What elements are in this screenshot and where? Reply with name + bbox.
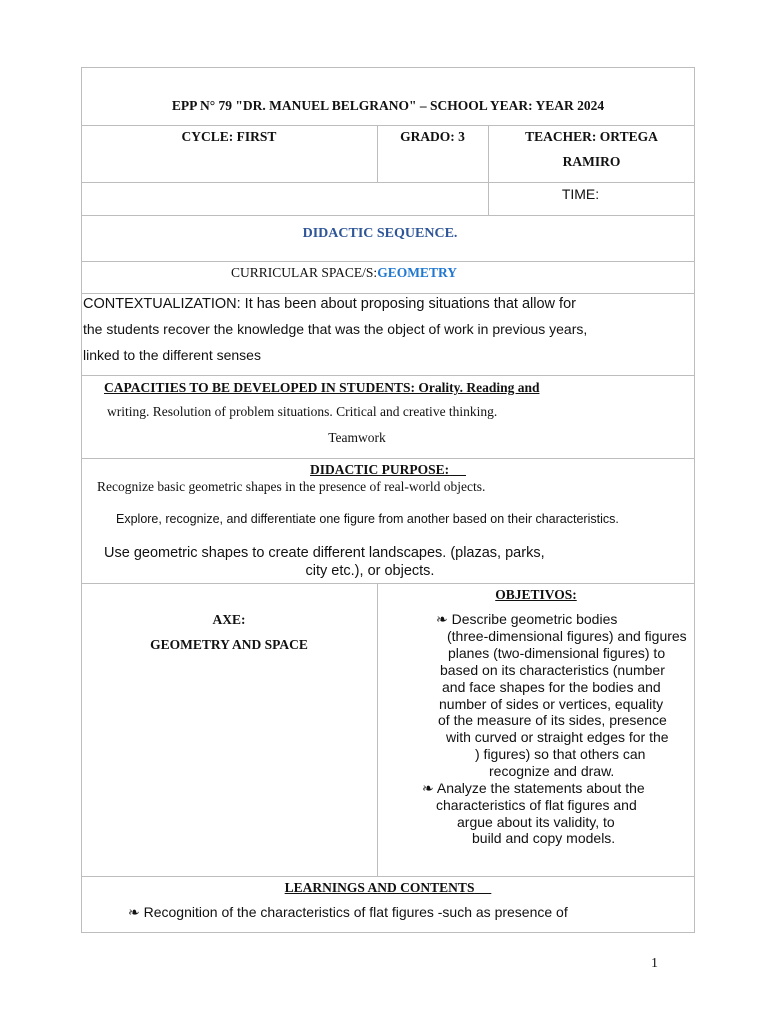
teacher-label: TEACHER: ORTEGA <box>525 129 658 144</box>
curricular-label: CURRICULAR SPACE/S: <box>231 265 378 280</box>
squiggle-bullet-icon: ❧ <box>436 611 448 627</box>
purpose-line: Use geometric shapes to create different landscapes. (plazas, parks, <box>104 545 545 561</box>
curricular-space <box>231 265 457 281</box>
objective-line: ) figures) so that others can <box>475 746 646 762</box>
teacher-name: RAMIRO <box>562 154 621 169</box>
purpose-line: city etc.), or objects. <box>305 563 435 579</box>
contextualization-line: linked to the different senses <box>83 347 261 363</box>
squiggle-bullet-icon: ❧ <box>422 780 434 796</box>
axe-value: GEOMETRY AND SPACE <box>150 637 308 652</box>
contextualization-line: the students recover the knowledge that was the object of work in previous years, <box>83 321 588 337</box>
axe-label: AXE: <box>212 612 246 627</box>
school-title: EPP N° 79 "DR. MANUEL BELGRANO" – SCHOOL YEAR: YEAR 2024 <box>171 98 605 113</box>
capacities-line: writing. Resolution of problem situations. Critical and creative thinking. <box>107 404 498 419</box>
purpose-heading: DIDACTIC PURPOSE: <box>309 462 450 477</box>
section-title: DIDACTIC SEQUENCE. <box>302 226 458 241</box>
page-number: 1 <box>651 956 658 971</box>
objective-item: ❧ Analyze the statements about the <box>422 780 645 796</box>
objectives-heading: OBJETIVOS: <box>495 587 577 602</box>
objective-line: of the measure of its sides, presence <box>438 712 667 728</box>
objective-line: recognize and draw. <box>489 763 615 779</box>
objective-line: planes (two-dimensional figures) to <box>448 645 666 661</box>
objective-line: with curved or straight edges for the <box>446 729 669 745</box>
purpose-line: Recognize basic geometric shapes in the presence of real-world objects. <box>97 479 486 494</box>
cycle-label: CYCLE: FIRST <box>181 129 277 144</box>
learnings-item: ❧ Recognition of the characteristics of flat figures -such as presence of <box>128 904 568 920</box>
learnings-heading: LEARNINGS AND CONTENTS <box>284 880 475 895</box>
objective-line: argue about its validity, to <box>457 814 615 830</box>
row-divider <box>81 125 695 126</box>
row-divider <box>81 215 695 216</box>
objective-line: number of sides or vertices, equality <box>439 696 664 712</box>
squiggle-bullet-icon: ❧ <box>128 904 140 920</box>
row-divider <box>81 182 695 183</box>
objective-item: ❧ Describe geometric bodies <box>436 611 618 627</box>
capacities-line: CAPACITIES TO BE DEVELOPED IN STUDENTS: Orality. Reading and <box>104 380 540 395</box>
curricular-value: GEOMETRY <box>377 265 457 280</box>
row-divider <box>81 293 695 294</box>
objective-line: build and copy models. <box>472 830 616 846</box>
objective-line: (three-dimensional figures) and figures <box>447 628 687 644</box>
time-label: TIME: <box>561 186 600 202</box>
row-divider <box>81 876 695 877</box>
contextualization-line: CONTEXTUALIZATION: It has been about proposing situations that allow for <box>83 296 576 312</box>
objective-line: and face shapes for the bodies and <box>442 679 661 695</box>
capacities-line: Teamwork <box>328 430 386 445</box>
purpose-line: Explore, recognize, and differentiate one figure from another based on their characteristics. <box>116 512 619 526</box>
objective-line: based on its characteristics (number <box>440 662 665 678</box>
row-divider <box>81 375 695 376</box>
column-divider <box>377 583 378 876</box>
row-divider <box>81 261 695 262</box>
grade-label: GRADO: 3 <box>400 129 465 144</box>
row-divider <box>81 583 695 584</box>
row-divider <box>81 458 695 459</box>
objective-line: characteristics of flat figures and <box>436 797 637 813</box>
